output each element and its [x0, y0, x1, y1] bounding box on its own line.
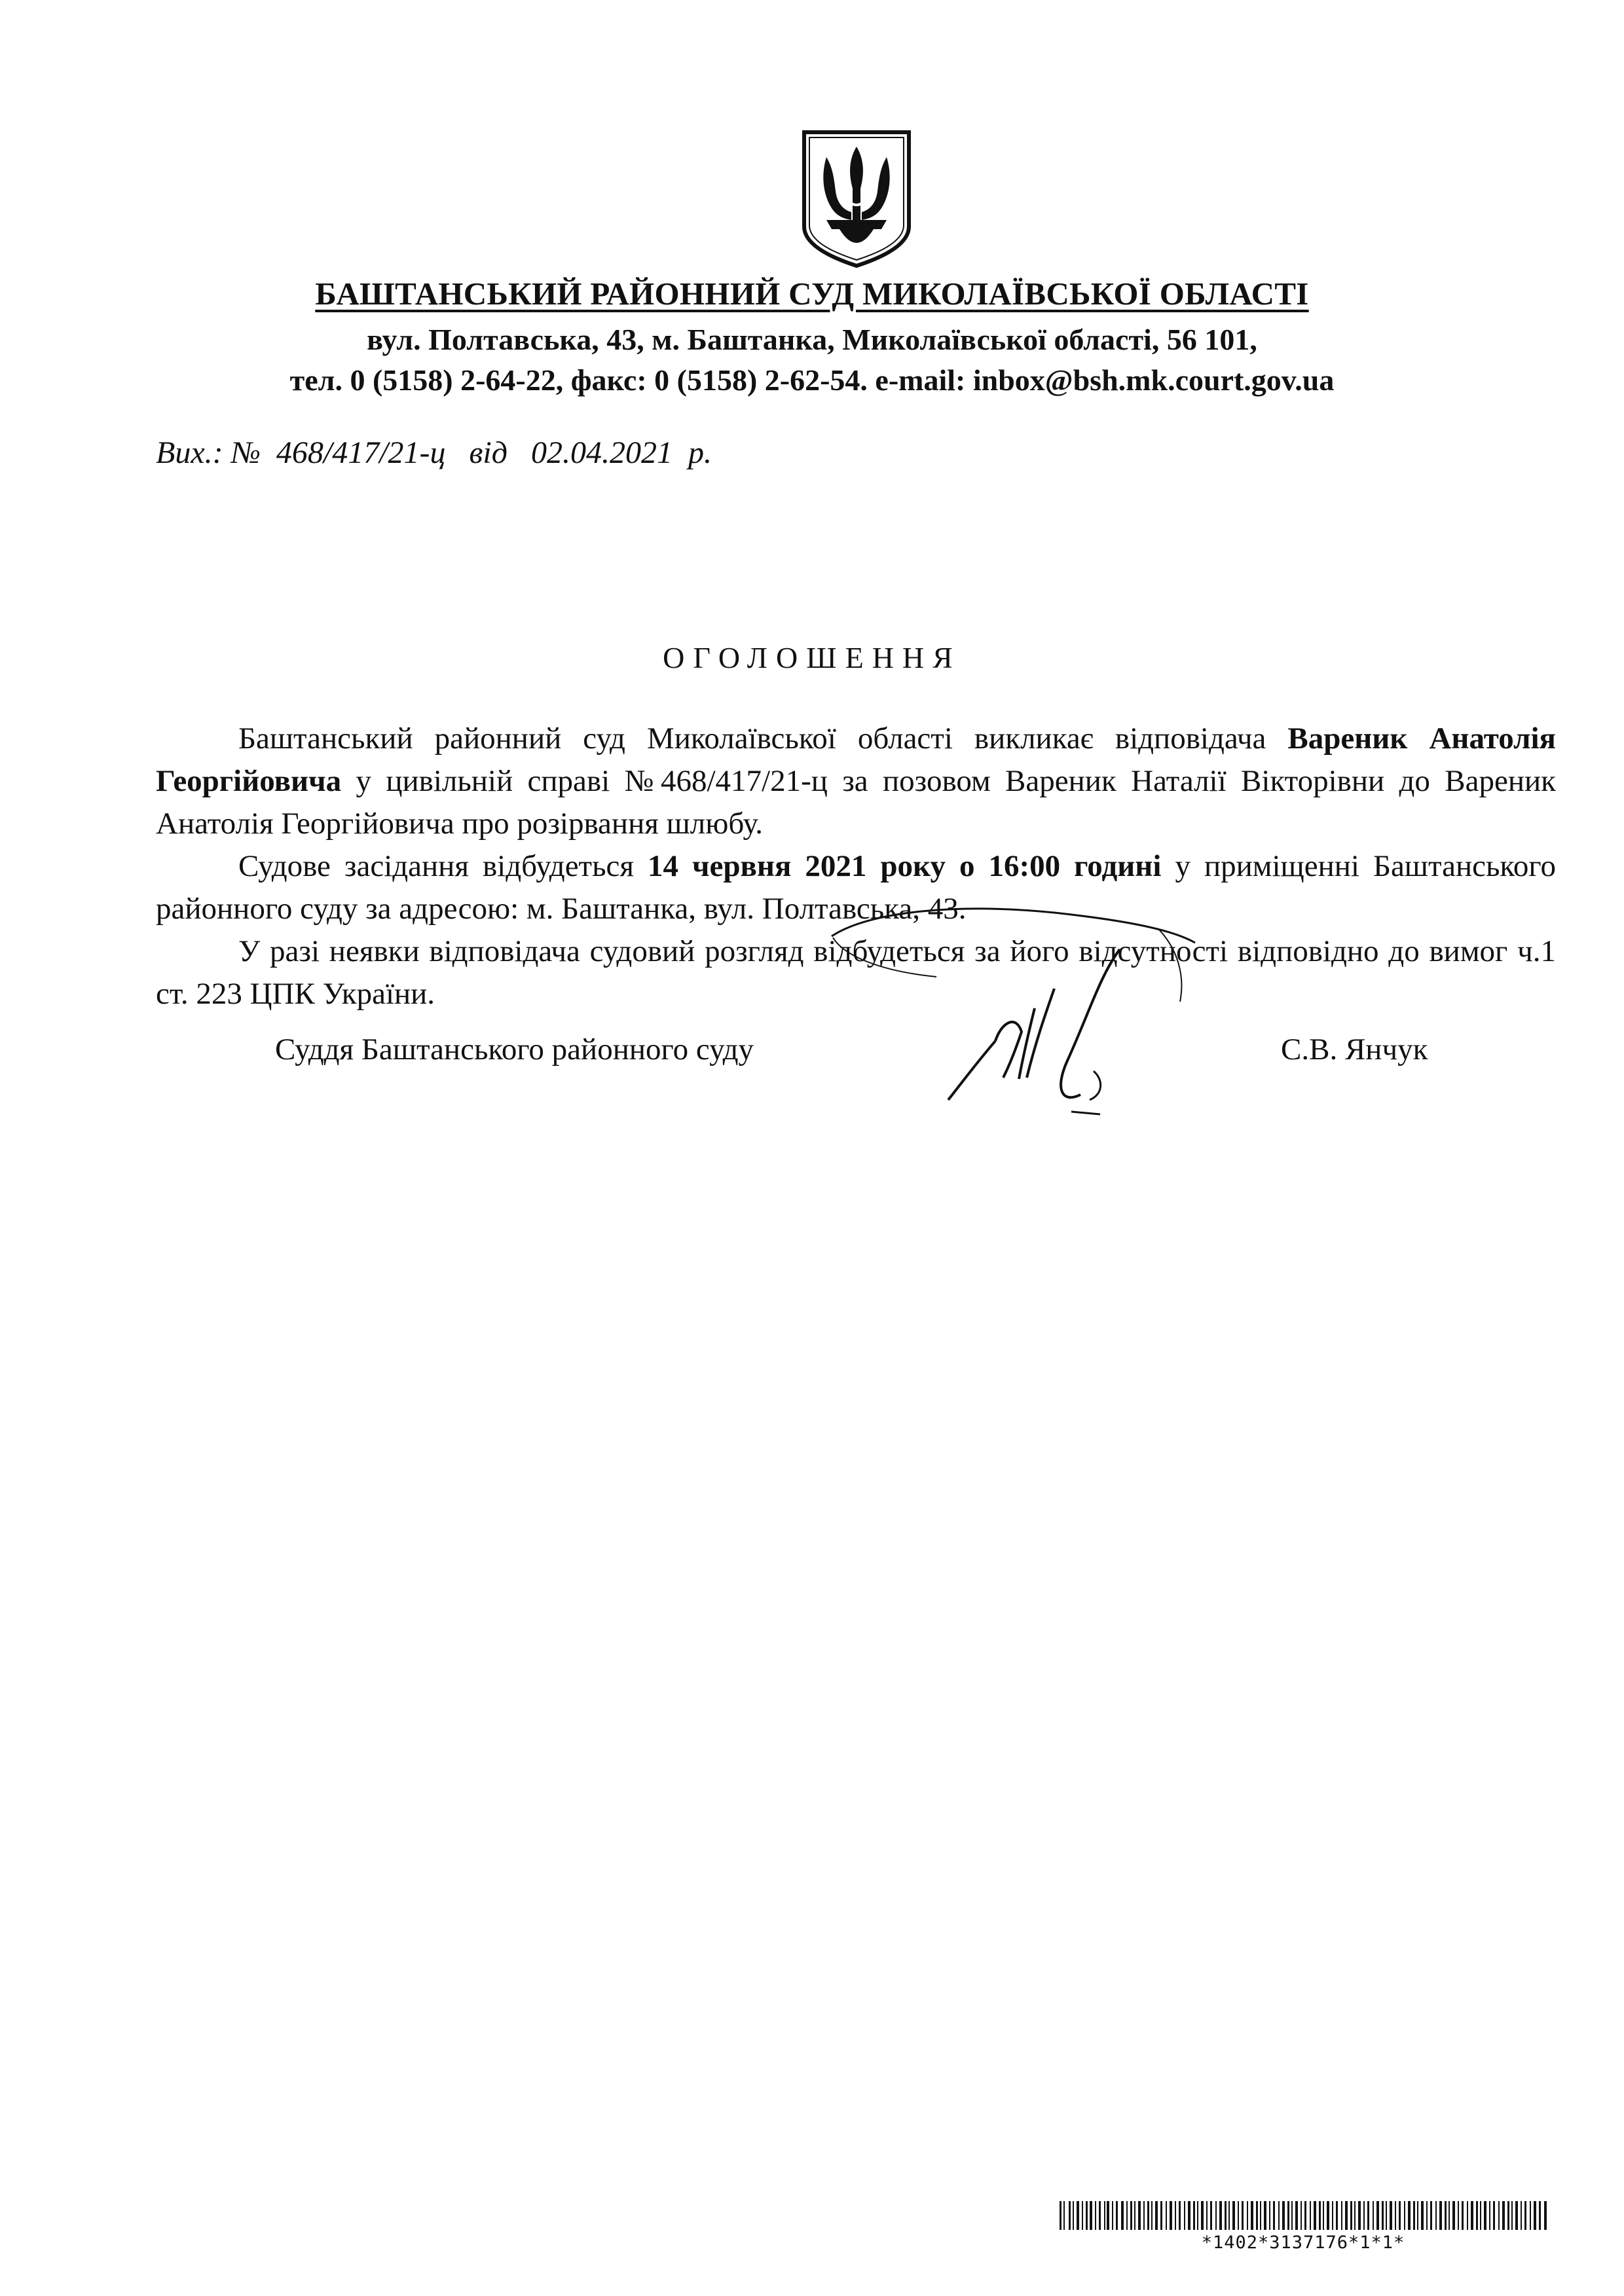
hearing-datetime: 14 червня 2021 року о 16:00 годині [648, 849, 1162, 883]
case-details-text: у цивільній справі №468/417/21-ц за позовом Вареник Наталії Вікторівни до Вареник Анатолія Георгійовича про розірвання шлюбу. [156, 764, 1556, 841]
court-name-text: БАШТАНСЬКИЙ РАЙОННИЙ СУД МИКОЛАЇВСЬКОЇ ОБЛАСТІ [315, 276, 1309, 312]
paragraph-summons [156, 718, 1556, 845]
judge-name: С.В. Янчук [1281, 1032, 1428, 1066]
summons-text: Баштанський районний суд Миколаївської області викликає відповідача [238, 721, 1288, 756]
announcement-body [156, 718, 1556, 1015]
defendant-name: Вареник Анатолія Георгійовича [156, 721, 1556, 798]
court-name-heading [275, 275, 1349, 312]
court-address: вул. Полтавська, 43, м. Баштанка, Миколаївської області, 56 101, [367, 323, 1257, 356]
paragraph-hearing [156, 845, 1556, 930]
document-title: ОГОЛОШЕННЯ [663, 641, 961, 674]
paragraph-absence: У разі неявки відповідача судовий розгляд відбудеться за його відсутності відповідно до вимог ч.1 ст. 223 ЦПК України. [156, 934, 1556, 1011]
ukraine-trident-icon [800, 128, 913, 270]
court-contacts: тел. 0 (5158) 2-64-22, факс: 0 (5158) 2-62-54. e-mail: inbox@bsh.mk.court.gov.ua [289, 363, 1335, 397]
barcode-number: *1402*3137176*1*1* [1201, 2232, 1405, 2253]
hearing-intro-text: Судове засідання відбудеться [238, 849, 648, 883]
judge-title: Суддя Баштанського районного суду [275, 1032, 754, 1066]
barcode [1060, 2201, 1547, 2230]
outgoing-reference: Вих.: № 468/417/21-ц від 02.04.2021 р. [156, 435, 712, 470]
hearing-location-text: у приміщенні Баштанського районного суду за адресою: м. Баштанка, вул. Полтавська, 43. [156, 849, 1556, 926]
